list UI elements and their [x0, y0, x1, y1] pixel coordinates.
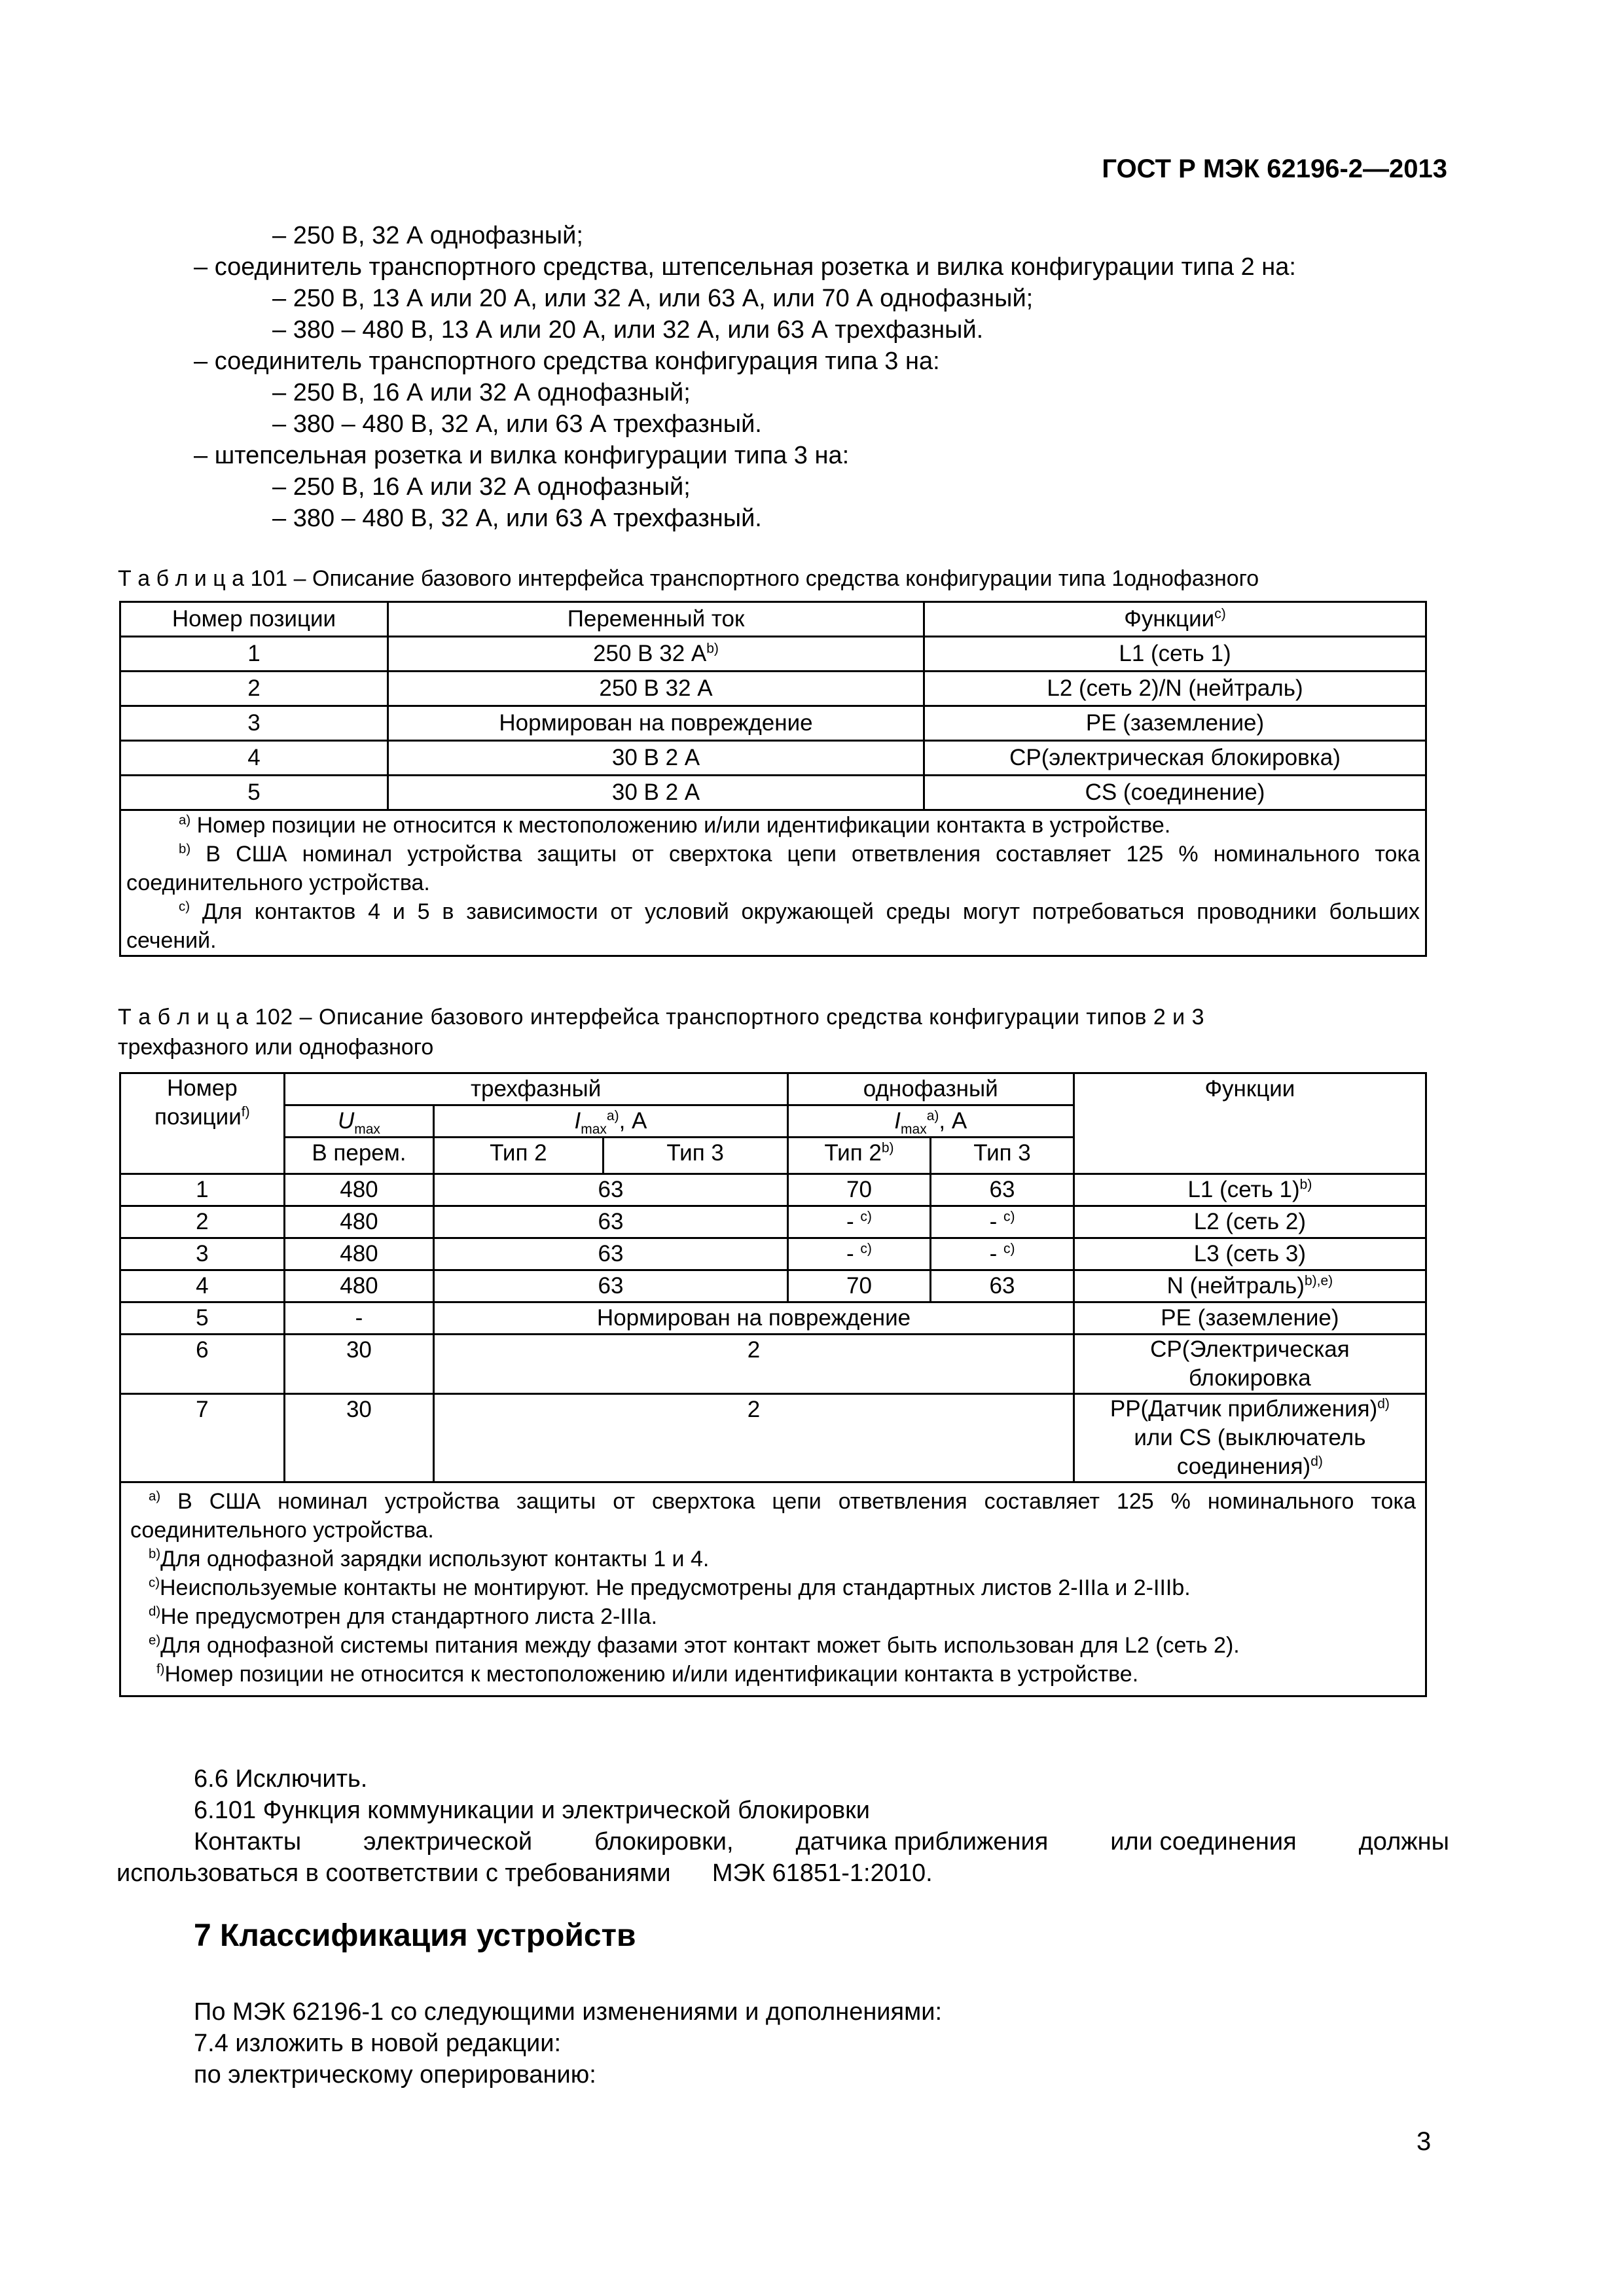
- cell-function: PE (заземление): [924, 706, 1426, 741]
- word: блокировки,: [594, 1828, 734, 1856]
- cell-umax: 480: [284, 1238, 434, 1270]
- paragraph-line: [194, 1826, 1449, 1857]
- cell-umax: 480: [284, 1270, 434, 1302]
- cell-ac: 30 В 2 А: [388, 776, 924, 810]
- cell-position: 1: [120, 1174, 285, 1206]
- cell-imax-three: 63: [434, 1206, 787, 1238]
- list-line: – 250 В, 13 А или 20 А, или 32 А, или 63 А, или 70 А однофазный;: [272, 285, 1034, 312]
- cell-position: 3: [120, 1238, 285, 1270]
- table-row: [120, 1174, 1426, 1206]
- section-6-6: 6.6 Исключить.: [194, 1765, 368, 1793]
- list-line: – 380 – 480 В, 32 А, или 63 А трехфазный.: [272, 410, 762, 438]
- cell-imax-type2: - $^{c)}$: [787, 1238, 931, 1270]
- cell-imax-type3: - $^{c)}$: [931, 1206, 1074, 1238]
- caption-line: Т а б л и ц а 102 – Описание базового интерфейса транспортного средства конфигурации типов 2 и 3: [118, 1005, 1205, 1030]
- cell-umax: 480: [284, 1174, 434, 1206]
- table-row: [120, 1270, 1426, 1302]
- header-type2-single: Тип 2$^{b)}$: [787, 1138, 931, 1174]
- header-umax: $U_{max}$: [284, 1105, 434, 1138]
- table-101-caption: Т а б л и ц а 101 – Описание базового интерфейса транспортного средства конфигурации типа 1однофазного: [118, 566, 1259, 591]
- cell-function: PP(Датчик приближения)$^{d)}$ или CS (выключатель соединения)$^{d)}$: [1074, 1394, 1426, 1482]
- header-imax-three: $I_{max}^{a)}$, А: [434, 1105, 787, 1138]
- header-type2: Тип 2: [434, 1138, 603, 1174]
- word: или соединения: [1110, 1828, 1297, 1856]
- list-line: – 380 – 480 В, 32 А, или 63 А трехфазный.: [272, 505, 762, 532]
- table-row: [120, 1394, 1426, 1482]
- cell-position: 7: [120, 1394, 285, 1482]
- cell-imax-type2: - $^{c)}$: [787, 1206, 931, 1238]
- table-notes: [120, 810, 1426, 956]
- list-line: – штепсельная розетка и вилка конфигурации типа 3 на:: [194, 442, 850, 469]
- cell-function: L1 (сеть 1)$^{b)}$: [1074, 1174, 1426, 1206]
- section-7-line: По МЭК 62196-1 со следующими изменениями и дополнениями:: [194, 1998, 943, 2026]
- cell-position: 6: [120, 1335, 285, 1394]
- table-row: [120, 776, 1426, 810]
- cell-position: 3: [120, 706, 388, 741]
- table-row: [120, 706, 1426, 741]
- cell-umax: -: [284, 1302, 434, 1335]
- cell-function: CP(Электрическая блокировка: [1074, 1335, 1426, 1394]
- cell-function: CP(электрическая блокировка): [924, 741, 1426, 776]
- header-ac: Переменный ток: [388, 602, 924, 637]
- cell-function: CS (соединение): [924, 776, 1426, 810]
- table-header-row: [120, 602, 1426, 637]
- cell-function: L2 (сеть 2)/N (нейтраль): [924, 672, 1426, 706]
- cell-merged: Нормирован на повреждение: [434, 1302, 1074, 1335]
- table-notes: [120, 1482, 1426, 1696]
- cell-imax-type3: - $^{c)}$: [931, 1238, 1074, 1270]
- section-6-101-title: 6.101 Функция коммуникации и электрической блокировки: [194, 1797, 871, 1824]
- cell-position: 4: [120, 1270, 285, 1302]
- header-position: Номер позиции: [120, 602, 388, 637]
- table-102: [119, 1072, 1427, 1697]
- table-row: [120, 1238, 1426, 1270]
- cell-function: PE (заземление): [1074, 1302, 1426, 1335]
- cell-function: L2 (сеть 2): [1074, 1206, 1426, 1238]
- word: датчика приближения: [795, 1828, 1049, 1856]
- list-line: – 250 В, 16 А или 32 А однофазный;: [272, 473, 691, 501]
- cell-merged: 2: [434, 1394, 1074, 1482]
- table-row: [120, 1302, 1426, 1335]
- cell-imax-type2: 70: [787, 1270, 931, 1302]
- document-id: ГОСТ Р МЭК 62196-2—2013: [1102, 154, 1447, 183]
- table-row: [120, 1206, 1426, 1238]
- cell-imax-three: 63: [434, 1238, 787, 1270]
- page-number: 3: [1416, 2127, 1432, 2156]
- table-note: $^{d)}$Не предусмотрен для стандартного листа 2-IIIa.: [149, 1604, 658, 1629]
- cell-imax-three: 63: [434, 1174, 787, 1206]
- cell-position: 5: [120, 1302, 285, 1335]
- header-three-phase: трехфазный: [284, 1073, 787, 1105]
- header-single-phase: однофазный: [787, 1073, 1074, 1105]
- list-line: – 380 – 480 В, 13 А или 20 А, или 32 А, или 63 А трехфазный.: [272, 316, 984, 344]
- section-7-line: по электрическому оперированию:: [194, 2061, 596, 2089]
- table-row: [120, 1335, 1426, 1394]
- cell-position: 2: [120, 1206, 285, 1238]
- table-notes-row: [120, 810, 1426, 956]
- table-row: [120, 672, 1426, 706]
- header-position: Номер позиции$^{f)}$: [120, 1073, 285, 1174]
- table-102-caption: [118, 1003, 1427, 1031]
- cell-ac: 250 В 32 $А^{b)}$: [388, 637, 924, 672]
- table-note: $^{c)}$Неиспользуемые контакты не монтируют. Не предусмотрены для стандартных листов 2-IIIa и 2-IIIb.: [149, 1575, 1191, 1600]
- header-imax-single: $I_{max}^{a)}$, А: [787, 1105, 1074, 1138]
- header-type3-single: Тип 3: [931, 1138, 1074, 1174]
- word: должны: [1358, 1828, 1449, 1856]
- table-102-caption-line2: трехфазного или однофазного: [118, 1035, 434, 1060]
- cell-imax-type2: 70: [787, 1174, 931, 1206]
- word: Контакты: [194, 1828, 302, 1856]
- cell-function: L1 (сеть 1): [924, 637, 1426, 672]
- table-101: [119, 601, 1427, 957]
- list-line: – соединитель транспортного средства конфигурация типа 3 на:: [194, 348, 940, 375]
- cell-position: 5: [120, 776, 388, 810]
- section-7-line: 7.4 изложить в новой редакции:: [194, 2030, 562, 2057]
- table-row: [120, 637, 1426, 672]
- cell-imax-type3: 63: [931, 1270, 1074, 1302]
- section-7-heading: 7 Классификация устройств: [194, 1918, 636, 1953]
- cell-merged: 2: [434, 1335, 1074, 1394]
- list-line: – соединитель транспортного средства, штепсельная розетка и вилка конфигурации типа 2 на:: [194, 253, 1296, 281]
- paragraph-line: использоваться в соответствии с требованиями МЭК 61851-1:2010.: [117, 1859, 933, 1887]
- cell-position: 1: [120, 637, 388, 672]
- table-note: $^{f)}$Номер позиции не относится к местоположению и/или идентификации контакта в устройстве.: [156, 1662, 1139, 1687]
- cell-umax: 480: [284, 1206, 434, 1238]
- cell-ac: 250 В 32 А: [388, 672, 924, 706]
- table-row: [120, 741, 1426, 776]
- header-type3: Тип 3: [603, 1138, 787, 1174]
- word: электрической: [363, 1828, 533, 1856]
- cell-umax: 30: [284, 1394, 434, 1482]
- table-note: $^{a)}$ Номер позиции не относится к местоположению и/или идентификации контакта в устройстве.: [179, 813, 1171, 838]
- cell-position: 4: [120, 741, 388, 776]
- table-note: $^{b)}$Для однофазной зарядки используют контакты 1 и 4.: [149, 1547, 710, 1571]
- cell-position: 2: [120, 672, 388, 706]
- list-line: – 250 В, 32 А однофазный;: [272, 222, 583, 249]
- table-notes-row: [120, 1482, 1426, 1696]
- table-note: $^{c)}$ Для контактов 4 и 5 в зависимости от условий окружающей среды могут потребоваться проводники больших сечений.: [126, 899, 1420, 953]
- table-note: $^{a)}$ В США номинал устройства защиты от сверхтока цепи ответвления составляет 125 % номинального тока соединительного устройства.: [130, 1489, 1416, 1543]
- cell-function: N (нейтраль)$^{b),e)}$: [1074, 1270, 1426, 1302]
- header-ac: В перем.: [284, 1138, 434, 1174]
- header-functions: Функции$^{c)}$: [924, 602, 1426, 637]
- cell-umax: 30: [284, 1335, 434, 1394]
- cell-function: L3 (сеть 3): [1074, 1238, 1426, 1270]
- table-header-row: [120, 1073, 1426, 1105]
- header-functions: Функции: [1074, 1073, 1426, 1174]
- cell-ac: 30 В 2 А: [388, 741, 924, 776]
- table-note: $^{e)}$Для однофазной системы питания между фазами этот контакт может быть использован для L2 (сеть 2).: [149, 1633, 1240, 1658]
- cell-ac: Нормирован на повреждение: [388, 706, 924, 741]
- cell-imax-type3: 63: [931, 1174, 1074, 1206]
- cell-imax-three: 63: [434, 1270, 787, 1302]
- list-line: – 250 В, 16 А или 32 А однофазный;: [272, 379, 691, 406]
- table-note: $^{b)}$ В США номинал устройства защиты от сверхтока цепи ответвления составляет 125 % номинального тока соединительного устройства.: [126, 842, 1420, 895]
